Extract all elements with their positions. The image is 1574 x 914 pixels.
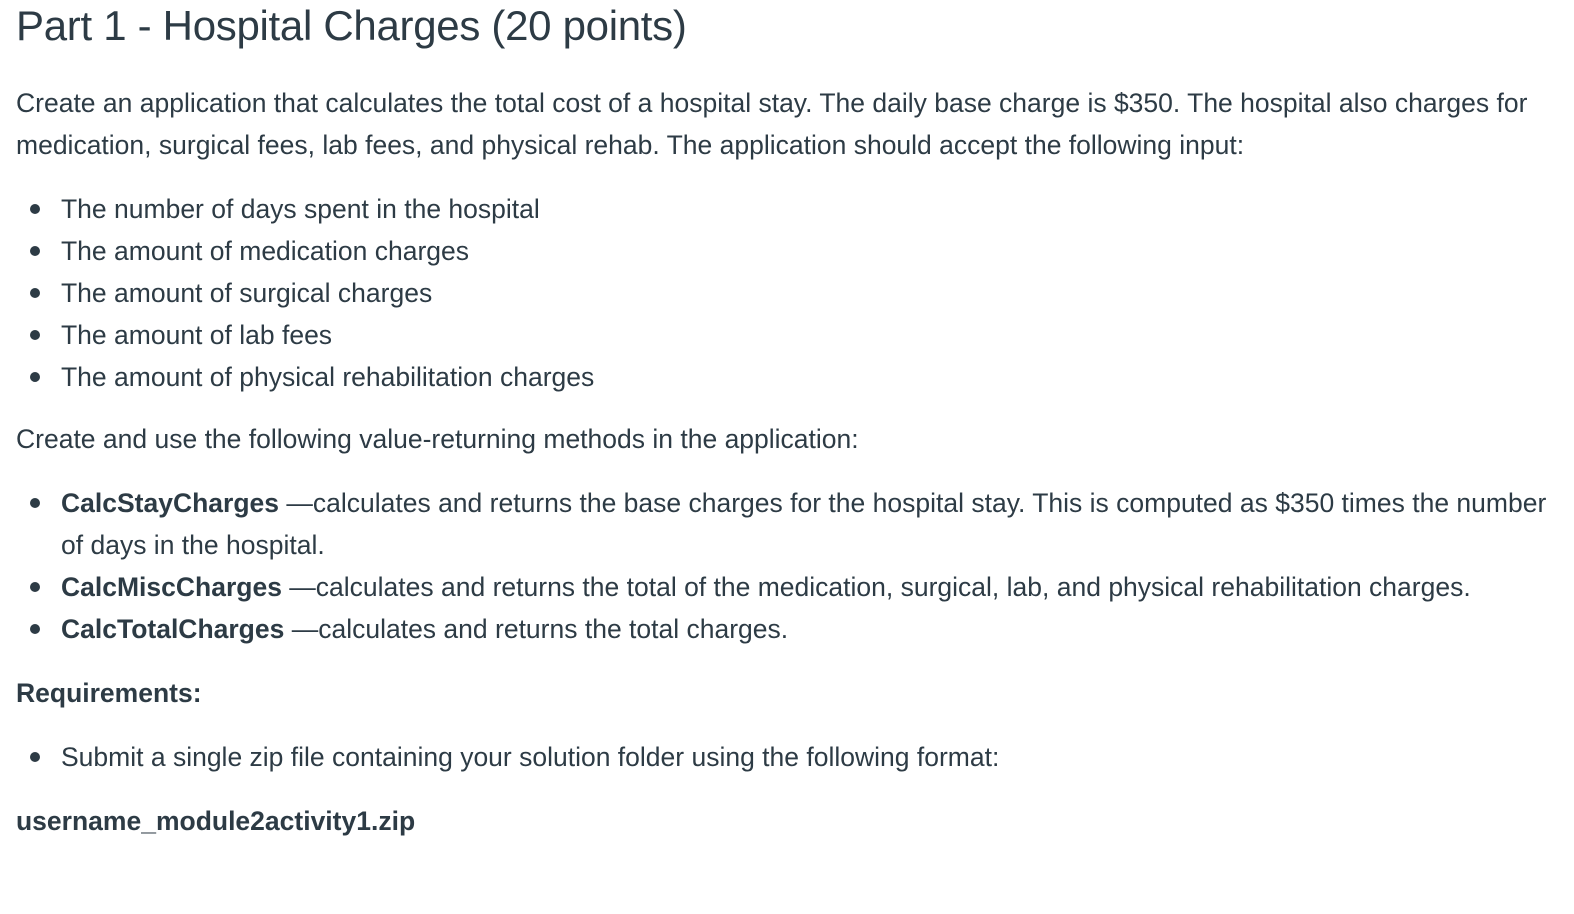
intro-paragraph: Create an application that calculates the total cost of a hospital stay. The daily base charge is $350. The hospital also charges for medication, surgical fees, lab fees, and physical rehab. The application should accept the following input: [16, 88, 1528, 160]
requirements-heading: Requirements: [16, 678, 202, 708]
method-name: CalcStayCharges [61, 488, 279, 518]
method-list-item [16, 482, 1558, 566]
methods-intro-paragraph: Create and use the following value-returning methods in the application: [16, 424, 859, 454]
requirements-list [16, 736, 1558, 778]
method-list [16, 482, 1558, 650]
method-description: —calculates and returns the base charges for the hospital stay. This is computed as $350 times the number of days in the hospital. [61, 488, 1547, 560]
input-list-item: The amount of surgical charges [16, 272, 1558, 314]
input-list [16, 188, 1558, 398]
requirement-list-item: Submit a single zip file containing your solution folder using the following format: [16, 736, 1558, 778]
input-list-item: The amount of medication charges [16, 230, 1558, 272]
method-description: —calculates and returns the total of the medication, surgical, lab, and physical rehabilitation charges. [281, 572, 1471, 602]
page-title: Part 1 - Hospital Charges (20 points) [16, 2, 687, 49]
input-list-item: The number of days spent in the hospital [16, 188, 1558, 230]
method-name: CalcMiscCharges [61, 572, 282, 602]
submission-filename: username_module2activity1.zip [16, 806, 416, 836]
input-list-item: The amount of lab fees [16, 314, 1558, 356]
method-list-item [16, 608, 1558, 650]
method-list-item [16, 566, 1558, 608]
input-list-item: The amount of physical rehabilitation charges [16, 356, 1558, 398]
method-description: —calculates and returns the total charges. [284, 614, 789, 644]
method-name: CalcTotalCharges [61, 614, 285, 644]
